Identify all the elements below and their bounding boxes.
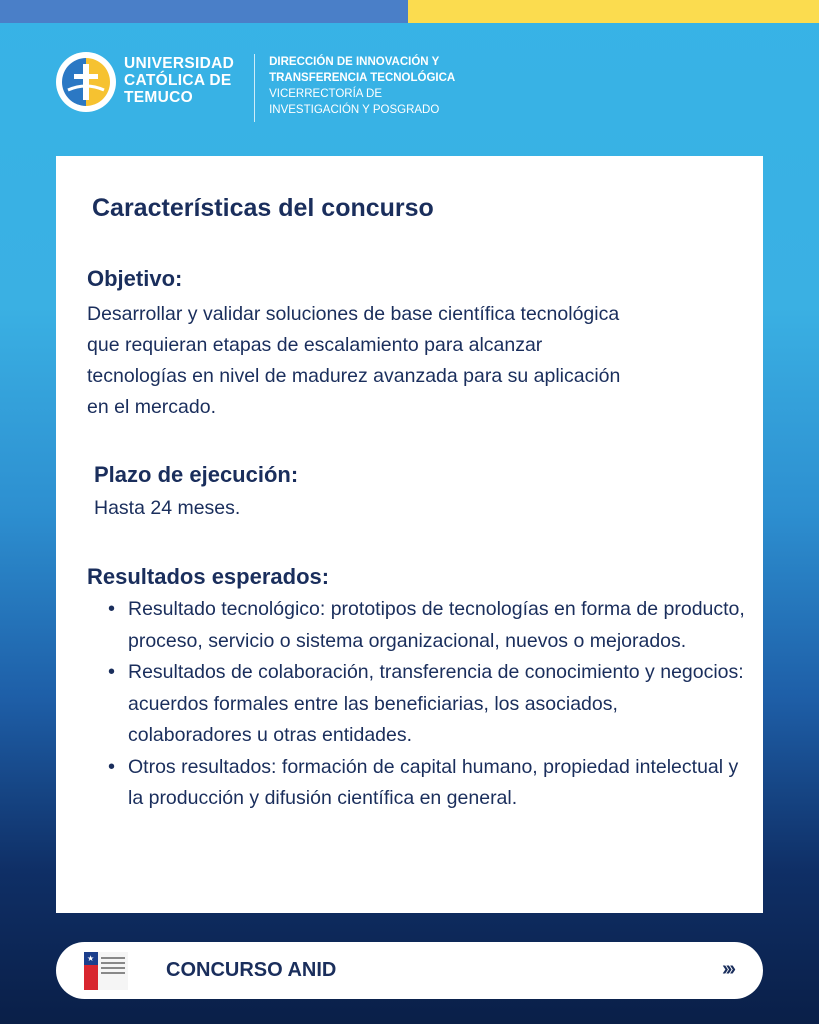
resultados-heading: Resultados esperados: — [87, 564, 330, 589]
top-accent-bar-yellow — [408, 0, 819, 23]
list-item: • Otros resultados: formación de capital humano, propiedad intelectual y la producción y difusión científica en general. — [106, 752, 746, 815]
objetivo-text — [87, 299, 747, 423]
resultados-list — [106, 594, 746, 815]
objetivo-line: Desarrollar y validar soluciones de base científica tecnológica — [87, 303, 620, 325]
top-accent-bar-blue — [0, 0, 408, 23]
university-name-line: TEMUCO — [124, 89, 193, 106]
concurso-banner[interactable] — [56, 942, 763, 999]
objetivo-line: en el mercado. — [87, 396, 216, 418]
header — [56, 50, 455, 130]
objetivo-heading: Objetivo: — [87, 266, 183, 291]
banner-label: CONCURSO ANID — [166, 959, 337, 981]
plazo-text: Hasta 24 meses. — [94, 497, 241, 519]
list-item: • Resultados de colaboración, transferencia de conocimiento y negocios: acuerdos formales entre las beneficiarias, los asociados, colaboradores u otras entidades. — [106, 657, 746, 752]
content-card — [56, 156, 763, 913]
department-line: DIRECCIÓN DE INNOVACIÓN Y — [269, 56, 440, 68]
anid-logo-icon: ★ — [84, 952, 128, 990]
department-name — [269, 54, 455, 118]
university-name-line: UNIVERSIDAD — [124, 55, 235, 72]
header-divider — [254, 54, 255, 122]
university-name-line: CATÓLICA DE — [124, 72, 232, 89]
card-title: Características del concurso — [92, 194, 434, 222]
plazo-heading: Plazo de ejecución: — [94, 462, 299, 487]
objetivo-line: tecnologías en nivel de madurez avanzada para su aplicación — [87, 365, 621, 387]
vicerrectoria-line: VICERRECTORÍA DE — [269, 88, 382, 100]
objetivo-line: que requieran etapas de escalamiento para alcanzar — [87, 334, 543, 356]
university-name — [124, 55, 234, 106]
university-logo-icon — [56, 52, 116, 112]
vicerrectoria-line: INVESTIGACIÓN Y POSGRADO — [269, 104, 440, 116]
list-item: • Resultado tecnológico: prototipos de tecnologías en forma de producto, proceso, servicio o sistema organizacional, nuevos o mejorados. — [106, 594, 746, 657]
department-line: TRANSFERENCIA TECNOLÓGICA — [269, 72, 456, 84]
chevrons-right-icon[interactable]: ››› — [722, 958, 733, 980]
